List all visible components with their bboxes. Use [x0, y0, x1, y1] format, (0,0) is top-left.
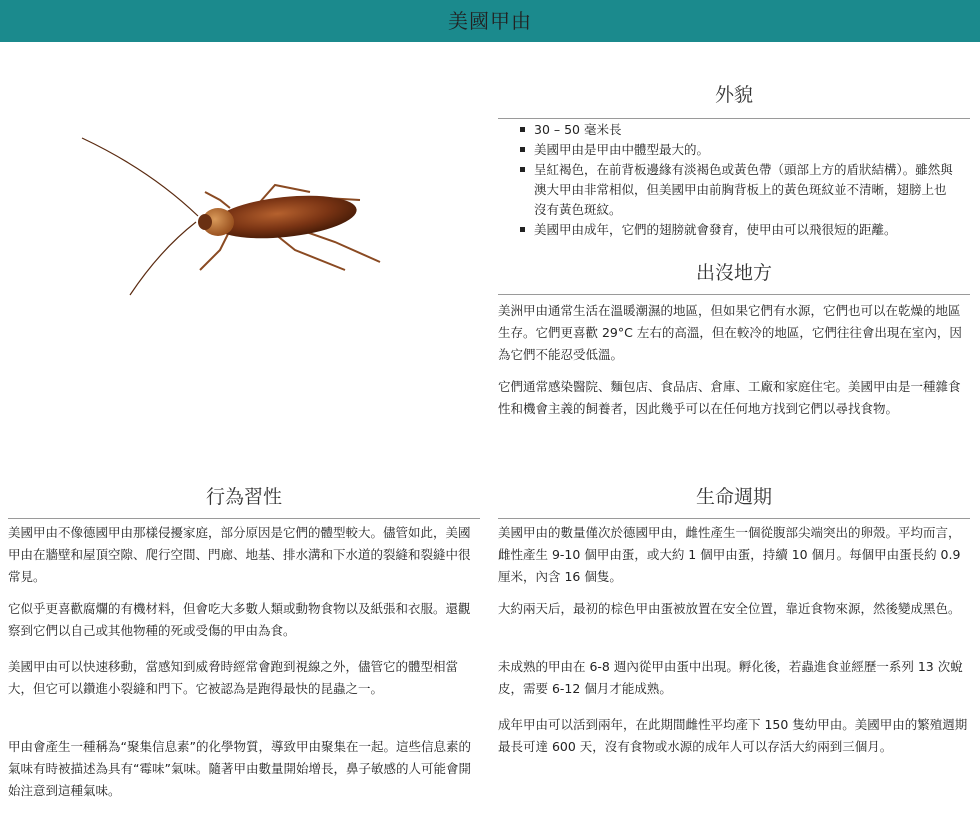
list-item: 美國甲由是甲由中體型最大的。	[518, 140, 958, 160]
page-title: 美國甲由	[448, 9, 532, 33]
behavior-paragraph: 美國甲由不像德國甲由那樣侵擾家庭，部分原因是它們的體型較大。儘管如此，美國甲由在牆壁和屋頂空隙、爬行空間、門廊、地基、排水溝和下水道的裂縫和裂縫中很常見。	[8, 525, 471, 584]
behavior-divider	[8, 518, 480, 519]
habitat-paragraph: 它們通常感染醫院、麵包店、食品店、倉庫、工廠和家庭住宅。美國甲由是一種雜食性和機會主義的飼養者，因此幾乎可以在任何地方找到它們以尋找食物。	[498, 379, 961, 416]
lifecycle-paragraph: 大約兩天后，最初的棕色甲由蛋被放置在安全位置，靠近食物來源，然後變成黑色。	[498, 601, 961, 616]
list-item: 30 – 50 毫米長	[518, 120, 958, 140]
appearance-divider	[498, 118, 970, 119]
list-item: 呈紅褐色，在前背板邊緣有淡褐色或黃色帶（頭部上方的盾狀結構）。雖然與澳大甲由非常相似，但美國甲由前胸背板上的黃色斑紋並不清晰，翅膀上也沒有黃色斑紋。	[518, 160, 958, 220]
cockroach-photo	[70, 130, 390, 300]
lifecycle-paragraph: 成年甲由可以活到兩年，在此期間雌性平均產下 150 隻幼甲由。美國甲由的繁殖週期最長可達 600 天，沒有食物或水源的成年人可以存活大約兩到三個月。	[498, 717, 968, 754]
appearance-list	[518, 120, 958, 240]
behavior-paragraph: 美國甲由可以快速移動，當感知到威脅時經常會跑到視線之外，儘管它的體型相當大，但它可以鑽進小裂縫和門下。它被認為是跑得最快的昆蟲之一。	[8, 659, 459, 696]
lifecycle-divider	[498, 518, 970, 519]
habitat-divider	[498, 294, 970, 295]
lifecycle-title: 生命週期	[695, 486, 772, 508]
habitat-title: 出沒地方	[695, 262, 772, 284]
page-title-banner	[0, 0, 980, 42]
appearance-title: 外貌	[714, 84, 753, 106]
behavior-paragraph: 甲由會產生一種稱為“聚集信息素”的化學物質，導致甲由聚集在一起。這些信息素的氣味有時被描述為具有“霉味”氣味。隨著甲由數量開始增長，鼻子敏感的人可能會開始注意到這種氣味。	[8, 739, 471, 798]
lifecycle-paragraph: 美國甲由的數量僅次於德國甲由，雌性產生一個從腹部尖端突出的卵殼。平均而言，雌性產生 9-10 個甲由蛋，或大約 1 個甲由蛋，持續 10 個月。每個甲由蛋長約 0.9 厘米，內含 16 個隻。	[498, 525, 961, 584]
habitat-paragraph: 美洲甲由通常生活在溫暖潮濕的地區，但如果它們有水源，它們也可以在乾燥的地區生存。它們更喜歡 29°C 左右的高溫，但在較冷的地區，它們往往會出現在室內，因為它們不能忍受低溫。	[498, 303, 962, 362]
behavior-title: 行為習性	[205, 486, 282, 508]
behavior-paragraph: 它似乎更喜歡腐爛的有機材料，但會吃大多數人類或動物食物以及紙張和衣服。還觀察到它們以自己或其他物種的死或受傷的甲由為食。	[8, 601, 471, 638]
list-item: 美國甲由成年，它們的翅膀就會發育，使甲由可以飛很短的距離。	[518, 220, 958, 240]
lifecycle-paragraph: 未成熟的甲由在 6-8 週內從甲由蛋中出現。孵化後，若蟲進食並經歷一系列 13 次蛻皮，需要 6-12 個月才能成熟。	[498, 659, 963, 696]
